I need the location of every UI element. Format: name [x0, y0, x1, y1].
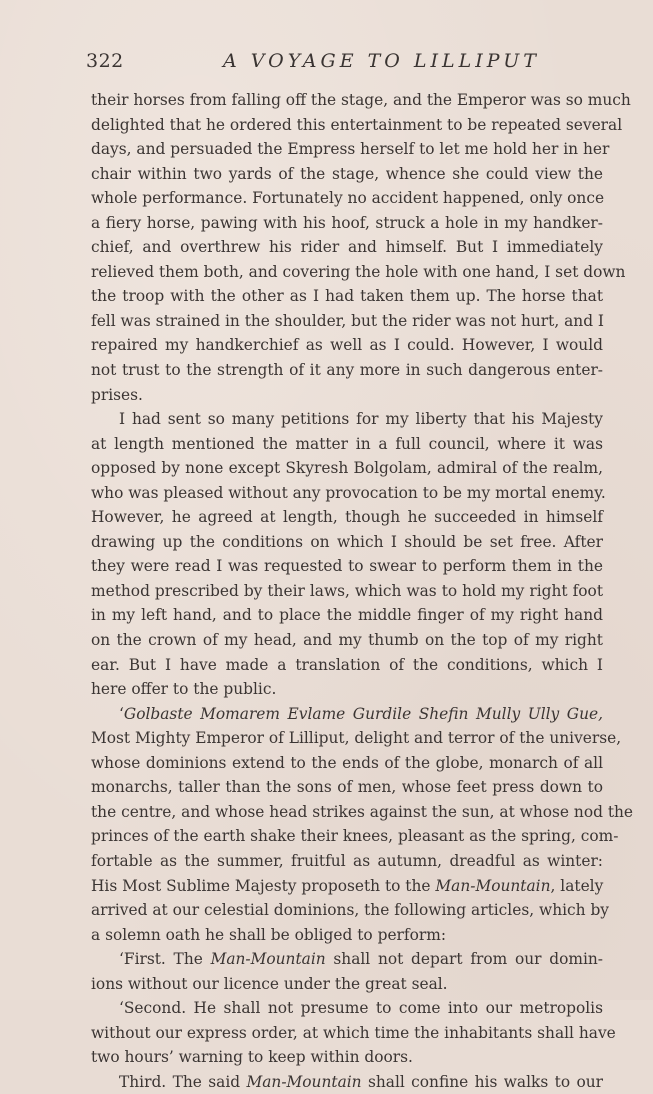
text-line: whole performance. Fortunately no accident happened, only once	[91, 189, 605, 208]
text-line: ‘Second. He shall not presume to come into our metropolis	[119, 999, 603, 1018]
text-line: chief, and overthrew his rider and himself. But I immediately	[91, 238, 603, 257]
text-line: the troop with the other as I had taken them up. The horse that	[91, 287, 603, 306]
text-line: they were read I was requested to swear to perform them in the	[91, 557, 603, 576]
text-line: monarchs, taller than the sons of men, whose feet press down to	[91, 778, 603, 797]
text-line: fell was strained in the shoulder, but the rider was not hurt, and I	[91, 311, 605, 330]
text-line: method prescribed by their laws, which was to hold my right foot	[91, 581, 603, 600]
text-line: chair within two yards of the stage, whence she could view the	[91, 164, 603, 183]
text-line: opposed by none except Skyresh Bolgolam, admiral of the realm,	[91, 459, 603, 478]
text-line: in my left hand, and to place the middle finger of my right hand	[91, 606, 603, 625]
page-header	[86, 50, 602, 78]
text-line: delighted that he ordered this entertainment to be repeated several	[91, 115, 623, 134]
text-line: two hours’ warning to keep within doors.	[91, 1048, 413, 1067]
text-line: Most Mighty Emperor of Lilliput, delight and terror of the universe,	[91, 729, 622, 748]
page-number: 322	[86, 50, 124, 72]
text-line: ‘Golbaste Momarem Evlame Gurdile Shefin Mully Ully Gue,	[119, 704, 603, 723]
text-line: a fiery horse, pawing with his hoof, struck a hole in my handker-	[91, 213, 603, 232]
text-line: relieved them both, and covering the hole with one hand, I set down	[91, 262, 626, 281]
text-line: arrived at our celestial dominions, the following articles, which by	[91, 901, 609, 920]
text-line: whose dominions extend to the ends of the globe, monarch of all	[91, 753, 603, 772]
text-line: here offer to the public.	[91, 680, 277, 699]
text-line: who was pleased without any provocation to be my mortal enemy.	[91, 483, 606, 502]
text-line: Third. The said Man-Mountain shall confine his walks to our	[119, 1072, 603, 1091]
text-line: a solemn oath he shall be obliged to perform:	[91, 925, 447, 944]
text-line: not trust to the strength of it any more in such dangerous enter-	[91, 361, 603, 380]
text-line: drawing up the conditions on which I should be set free. After	[91, 532, 603, 551]
text-line: I had sent so many petitions for my liberty that his Majesty	[119, 410, 603, 429]
text-line: ions without our licence under the great seal.	[91, 974, 448, 993]
text-line: prises.	[91, 385, 143, 404]
text-line: on the crown of my head, and my thumb on the top of my right	[91, 631, 603, 650]
text-line: His Most Sublime Majesty proposeth to the Man-Mountain, lately	[91, 876, 604, 895]
text-line: ‘First. The Man-Mountain shall not depart from our domin-	[119, 950, 603, 969]
body-text	[91, 88, 634, 1094]
text-line: ear. But I have made a translation of the conditions, which I	[91, 655, 603, 674]
text-line: the centre, and whose head strikes against the sun, at whose nod the	[91, 802, 634, 821]
running-title: A VOYAGE TO LILLIPUT	[223, 50, 540, 72]
text-line: However, he agreed at length, though he succeeded in himself	[91, 508, 603, 527]
text-line: repaired my handkerchief as well as I could. However, I would	[91, 336, 603, 355]
text-line: days, and persuaded the Empress herself to let me hold her in her	[91, 140, 610, 159]
text-line: at length mentioned the matter in a full council, where it was	[91, 434, 603, 453]
text-line: without our express order, at which time the inhabitants shall have	[91, 1023, 616, 1042]
text-line: fortable as the summer, fruitful as autumn, dreadful as winter:	[91, 851, 603, 870]
text-line: princes of the earth shake their knees, pleasant as the spring, com-	[91, 827, 619, 846]
text-line: their horses from falling off the stage, and the Emperor was so much	[91, 91, 631, 109]
